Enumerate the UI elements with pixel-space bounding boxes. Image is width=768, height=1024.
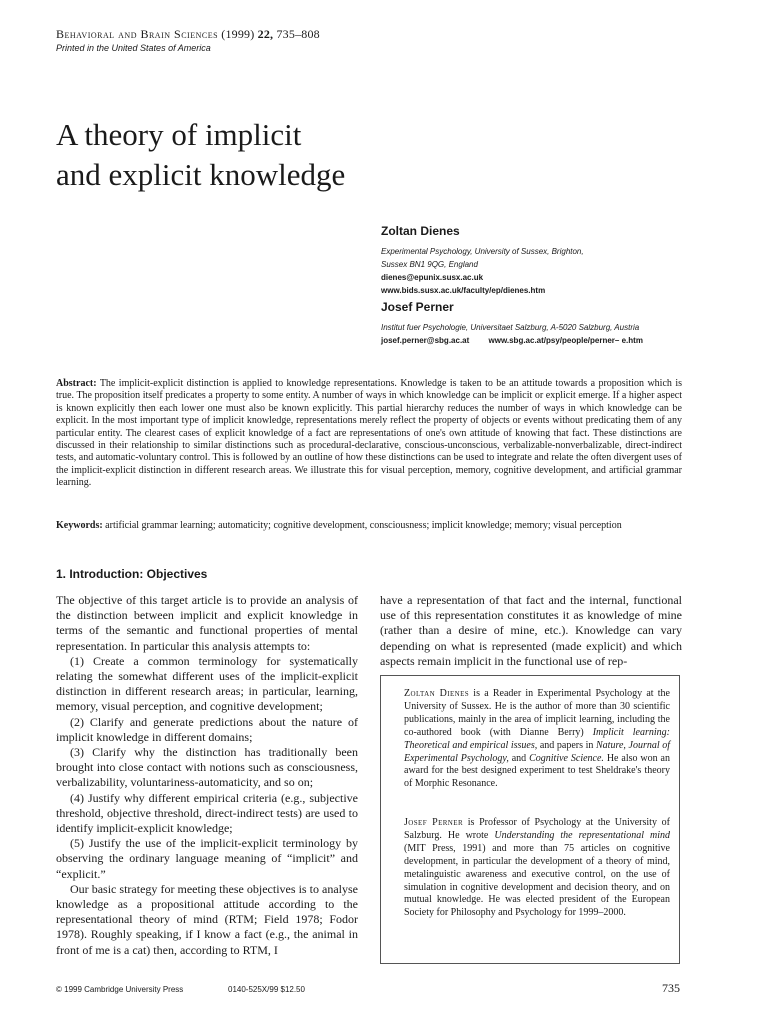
paragraph: The objective of this target article is to provide an analysis of the distinction between implicit and explicit knowledge in terms of the semantic and functional properties of mental representation. In particular this analysis attempts to: <box>56 593 358 653</box>
objective-2: (2) Clarify and generate predictions about the nature of implicit knowledge in different domains; <box>56 714 358 744</box>
paragraph: have a representation of that fact and the internal, functional use of this representation constitutes it as knowledge of mine (rather than a desire of mine, etc.). Knowledge can vary depending on what is represented (made explicit) and which aspects remain implicit in the functional use of rep- <box>380 593 682 668</box>
bio-text: (MIT Press, 1991) and more than 75 articles on cognitive development, in particular the development of a theory of mind, metalinguistic awareness and executive control, on the use of simulation in cognitive development and decision theory, and on mutual knowledge. He was elected president of the European Society for Philosophy and Psychology for 1999–2000. <box>404 842 670 919</box>
author-email[interactable]: josef.perner@sbg.ac.at <box>381 336 470 345</box>
bio-text: and <box>508 752 530 764</box>
bio-dienes <box>404 688 670 791</box>
left-column <box>56 593 358 958</box>
objective-1: (1) Create a common terminology for systematically relating the somewhat different uses of the implicit-explicit distinction in different research areas; in particular, learning, memory, visual perception, and cognitive development; <box>56 653 358 714</box>
author-affiliation: Institut fuer Psychologie, Universitaet Salzburg, A-5020 Salzburg, Austria <box>381 323 640 332</box>
bio-book-title: Implicit learning: Theoretical and empirical issues, <box>404 726 670 751</box>
objective-5: (5) Justify the use of the implicit-explicit terminology by observing the ordinary language meaning of “implicit” and “explicit.” <box>56 836 358 881</box>
author-web[interactable]: www.sbg.ac.at/psy/people/perner– e.htm <box>488 336 643 345</box>
author-bio-box <box>380 675 680 964</box>
keywords-text: artificial grammar learning; automaticity; cognitive development, consciousness; implicit knowledge; memory; visual perception <box>105 520 622 531</box>
printed-notice: Printed in the United States of America <box>56 43 211 53</box>
author-name: Josef Perner <box>381 300 454 314</box>
right-column <box>380 593 682 669</box>
keywords-label: Keywords: <box>56 520 103 531</box>
abstract-text: The implicit-explicit distinction is applied to knowledge representations. Knowledge is taken to be an attitude towards a proposition which is true. The proposition itself predicates a property to some entity. A number of ways in which knowledge can be implicit or explicit emerge. If a higher aspect is known explicitly then each lower one must also be known explicitly. This partial hierarchy reduces the number of ways in which knowledge can be explicit. In the most important type of implicit knowledge, representations merely reflect the property of objects or events without predicating them of any particular entity. The clearest cases of explicit knowledge of a fact are representations of one's own attitude of knowing that fact. These distinctions are discussed in their relationship to similar distinctions such as procedural-declarative, conscious-unconscious, verbalizable-nonverbalizable, direct-indirect tests, and automatic-voluntary control. This is followed by an outline of how these distinctions can be used to integrate and relate the often divergent uses of the implicit-explicit distinction in different research areas. We illustrate this for visual perception, memory, cognitive development, and artificial grammar learning. <box>56 378 682 489</box>
keywords <box>56 520 682 532</box>
issn-price: 0140-525X/99 $12.50 <box>228 985 305 994</box>
abstract <box>56 378 682 490</box>
author-affiliation: Experimental Psychology, University of Sussex, Brighton, <box>381 247 584 256</box>
bio-text: is a Reader in Experimental Psychology at the University of Sussex. He is the author of more than 30 scientific publications, mainly in the area of implicit learning, including the co-authored book (with Dianne Berry) <box>404 688 670 738</box>
bio-book-title: Understanding the representational mind <box>494 829 671 841</box>
bio-text: He also won an award for the best designed experiment to test Sheldrake's theory of Morphic Resonance. <box>404 752 670 790</box>
title-line-2: and explicit knowledge <box>56 157 346 192</box>
bio-journal-name: Cognitive Science. <box>529 752 604 764</box>
author-web[interactable]: www.bids.susx.ac.uk/faculty/ep/dienes.htm <box>381 286 546 295</box>
journal-year: (1999) <box>221 27 255 41</box>
title-line-1: A theory of implicit <box>56 117 302 152</box>
bio-perner <box>404 817 670 920</box>
bio-name: Josef Perner <box>404 817 464 828</box>
page-number: 735 <box>662 981 680 995</box>
author-perner <box>381 300 721 347</box>
bio-name: Zoltan Dienes <box>404 688 470 699</box>
journal-name: Behavioral and Brain Sciences <box>56 27 219 41</box>
copyright: © 1999 Cambridge University Press <box>56 985 184 994</box>
journal-pages: 735–808 <box>276 27 320 41</box>
objective-3: (3) Clarify why the distinction has traditionally been brought into close contact with notions such as consciousness, verbalizability, voluntariness-automaticity, and so on; <box>56 745 358 790</box>
paragraph: Our basic strategy for meeting these objectives is to analyse knowledge as a propositional attitude according to the representational theory of mind (RTM; Field 1978; Fodor 1978). Roughly speaking, if I know a fact (e.g., the animal in front of me is a cat) then, according to RTM, I <box>56 881 358 957</box>
author-name: Zoltan Dienes <box>381 224 460 238</box>
bio-text: is Professor of Psychology at the University of Salzburg. He wrote <box>404 817 670 841</box>
author-email[interactable]: dienes@epunix.susx.ac.uk <box>381 273 484 282</box>
bio-text: and papers in <box>537 739 596 751</box>
article-title <box>56 115 345 195</box>
author-affiliation-2: Sussex BN1 9QG, England <box>381 260 478 269</box>
author-dienes <box>381 224 721 297</box>
objective-4: (4) Justify why different empirical criteria (e.g., subjective threshold, objective threshold, direct-indirect tests) are used to identify implicit-explicit knowledge; <box>56 790 358 836</box>
journal-citation <box>56 27 320 42</box>
section-heading: 1. Introduction: Objectives <box>56 567 208 581</box>
bio-journal-names: Nature, Journal of Experimental Psychology, <box>404 739 670 764</box>
journal-volume: 22, <box>257 27 274 41</box>
author-contact-line <box>381 334 721 347</box>
abstract-label: Abstract: <box>56 378 97 389</box>
